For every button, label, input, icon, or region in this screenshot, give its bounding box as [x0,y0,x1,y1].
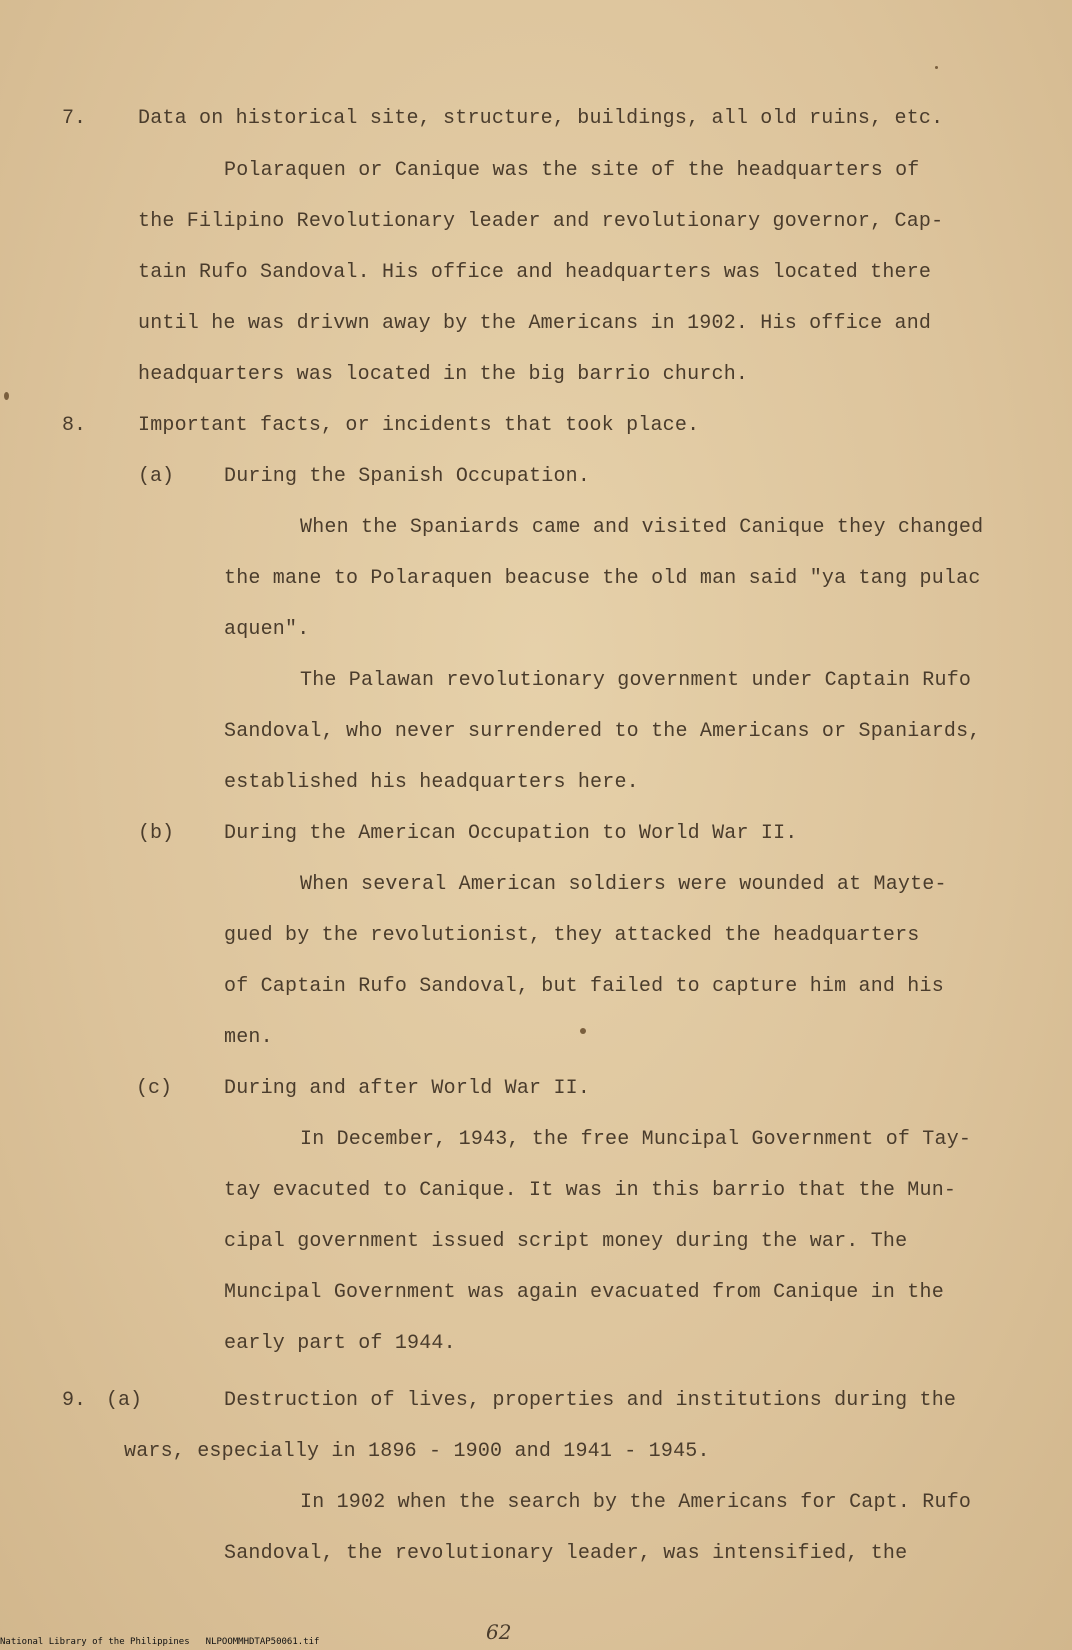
item-9-line-4: Sandoval, the revolutionary leader, was intensified, the [224,1542,908,1565]
item-8a-line-3: aquen". [224,618,310,641]
item-8a-heading: During the Spanish Occupation. [224,465,591,488]
item-7-number: 7. [62,107,87,130]
item-7-line-1: Polaraquen or Canique was the site of the headquarters of [224,159,920,182]
item-8c-label: (c) [136,1077,173,1100]
item-8a-line-2: the mane to Polaraquen beacuse the old man said "ya tang pulac [224,567,981,590]
item-8-heading: Important facts, or incidents that took place. [138,414,700,437]
item-7-line-2: the Filipino Revolutionary leader and revolutionary governor, Cap- [138,210,944,233]
item-8c-line-5: early part of 1944. [224,1332,456,1355]
item-8a-line-4: The Palawan revolutionary government under Captain Rufo [300,669,972,692]
item-9-number: 9. [62,1389,87,1412]
item-7-heading: Data on historical site, structure, buildings, all old ruins, etc. [138,107,944,130]
item-8b-label: (b) [138,822,175,845]
item-8b-line-3: of Captain Rufo Sandoval, but failed to capture him and his [224,975,944,998]
footer-filename: NLPOOMMHDTAP50061.tif [205,1637,320,1647]
item-8a-line-1: When the Spaniards came and visited Canique they changed [300,516,984,539]
item-8b-heading: During the American Occupation to World War II. [224,822,798,845]
item-8b-line-2: gued by the revolutionist, they attacked the headquarters [224,924,920,947]
paper-speck [580,1028,586,1034]
item-8a-line-5: Sandoval, who never surrendered to the Americans or Spaniards, [224,720,981,743]
item-8a-label: (a) [138,465,175,488]
item-8b-line-4: men. [224,1026,273,1049]
item-9-heading: Destruction of lives, properties and institutions during the [224,1389,957,1412]
item-8c-line-3: cipal government issued script money during the war. The [224,1230,908,1253]
item-9-line-3: In 1902 when the search by the Americans for Capt. Rufo [300,1491,972,1514]
item-7-line-3: tain Rufo Sandoval. His office and headquarters was located there [138,261,932,284]
footer-library: National Library of the Philippines [0,1637,190,1647]
item-9-line-2: wars, especially in 1896 - 1900 and 1941 - 1945. [124,1440,710,1463]
paper-speck [935,66,938,69]
archive-footer [0,1636,319,1648]
item-8c-line-1: In December, 1943, the free Muncipal Government of Tay- [300,1128,972,1151]
page-number: 62 [486,1620,512,1644]
item-7-line-5: headquarters was located in the big barrio church. [138,363,749,386]
item-8c-line-2: tay evacuted to Canique. It was in this barrio that the Mun- [224,1179,957,1202]
paper-speck [4,392,9,400]
item-8a-line-6: established his headquarters here. [224,771,639,794]
item-7-line-4: until he was drivwn away by the Americans in 1902. His office and [138,312,932,335]
item-8c-heading: During and after World War II. [224,1077,591,1100]
item-9a-label: (a) [106,1389,143,1412]
item-8-number: 8. [62,414,87,437]
item-8c-line-4: Muncipal Government was again evacuated from Canique in the [224,1281,944,1304]
item-8b-line-1: When several American soldiers were wounded at Mayte- [300,873,947,896]
